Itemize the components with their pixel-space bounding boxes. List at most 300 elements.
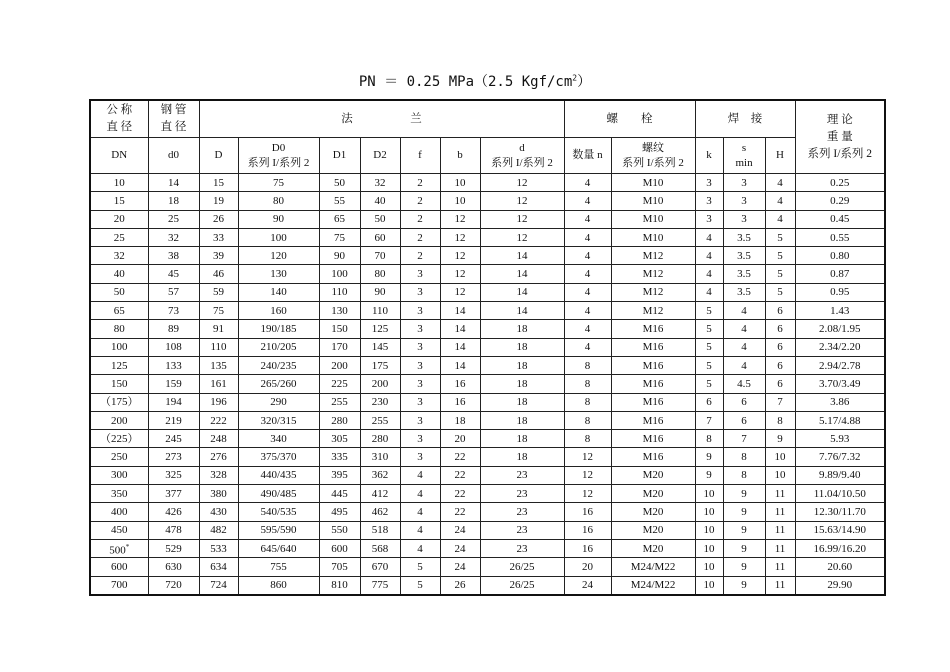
cell-k: 5 <box>695 320 723 338</box>
cell-k: 4 <box>695 283 723 301</box>
cell-n: 4 <box>564 174 611 192</box>
cell-b: 20 <box>440 430 480 448</box>
header-row-1 <box>90 100 885 138</box>
cell-n: 4 <box>564 210 611 228</box>
cell-D: 634 <box>199 558 238 576</box>
header-d0: d0 <box>148 138 199 174</box>
cell-f: 3 <box>400 430 440 448</box>
cell-D0: 440/435 <box>238 466 319 484</box>
cell-dn: 150 <box>90 375 148 393</box>
cell-D: 161 <box>199 375 238 393</box>
cell-s: 3.5 <box>723 265 765 283</box>
cell-H: 4 <box>765 192 795 210</box>
cell-dn: 200 <box>90 411 148 429</box>
cell-d: 12 <box>480 192 564 210</box>
cell-D2: 80 <box>360 265 400 283</box>
cell-w: 0.55 <box>795 228 885 246</box>
cell-d: 26/25 <box>480 576 564 595</box>
cell-thread: M10 <box>611 192 695 210</box>
cell-dn: （175） <box>90 393 148 411</box>
cell-H: 5 <box>765 283 795 301</box>
cell-w: 2.34/2.20 <box>795 338 885 356</box>
cell-D2: 670 <box>360 558 400 576</box>
cell-d0: 245 <box>148 430 199 448</box>
cell-b: 24 <box>440 558 480 576</box>
cell-s: 3 <box>723 210 765 228</box>
cell-b: 10 <box>440 192 480 210</box>
cell-b: 12 <box>440 228 480 246</box>
cell-k: 10 <box>695 558 723 576</box>
cell-H: 5 <box>765 228 795 246</box>
cell-n: 12 <box>564 485 611 503</box>
cell-f: 3 <box>400 448 440 466</box>
cell-d0: 325 <box>148 466 199 484</box>
cell-d0: 108 <box>148 338 199 356</box>
cell-d: 26/25 <box>480 558 564 576</box>
cell-n: 16 <box>564 503 611 521</box>
cell-D1: 130 <box>319 302 360 320</box>
cell-D2: 90 <box>360 283 400 301</box>
cell-D2: 125 <box>360 320 400 338</box>
cell-w: 9.89/9.40 <box>795 466 885 484</box>
cell-thread: M24/M22 <box>611 576 695 595</box>
cell-b: 24 <box>440 521 480 539</box>
cell-d: 23 <box>480 539 564 557</box>
cell-d: 23 <box>480 503 564 521</box>
cell-D1: 255 <box>319 393 360 411</box>
cell-D1: 395 <box>319 466 360 484</box>
cell-D: 26 <box>199 210 238 228</box>
cell-dn: 350 <box>90 485 148 503</box>
cell-D1: 110 <box>319 283 360 301</box>
cell-H: 7 <box>765 393 795 411</box>
header-D1: D1 <box>319 138 360 174</box>
cell-k: 8 <box>695 430 723 448</box>
table-row <box>90 338 885 356</box>
cell-D2: 110 <box>360 302 400 320</box>
cell-f: 4 <box>400 503 440 521</box>
cell-k: 5 <box>695 375 723 393</box>
cell-D0: 210/205 <box>238 338 319 356</box>
cell-n: 12 <box>564 466 611 484</box>
header-k: k <box>695 138 723 174</box>
cell-thread: M12 <box>611 247 695 265</box>
cell-s: 6 <box>723 411 765 429</box>
cell-w: 1.43 <box>795 302 885 320</box>
cell-H: 6 <box>765 302 795 320</box>
cell-w: 20.60 <box>795 558 885 576</box>
cell-k: 3 <box>695 174 723 192</box>
cell-k: 10 <box>695 485 723 503</box>
cell-thread: M16 <box>611 320 695 338</box>
table-row <box>90 393 885 411</box>
table-row <box>90 247 885 265</box>
cell-f: 5 <box>400 576 440 595</box>
cell-H: 11 <box>765 558 795 576</box>
cell-f: 2 <box>400 247 440 265</box>
table-row <box>90 411 885 429</box>
cell-b: 14 <box>440 302 480 320</box>
cell-thread: M16 <box>611 393 695 411</box>
cell-D1: 65 <box>319 210 360 228</box>
cell-thread: M20 <box>611 485 695 503</box>
cell-s: 9 <box>723 539 765 557</box>
cell-d: 23 <box>480 521 564 539</box>
cell-b: 22 <box>440 448 480 466</box>
cell-dn: （225） <box>90 430 148 448</box>
cell-f: 2 <box>400 192 440 210</box>
cell-n: 4 <box>564 228 611 246</box>
cell-H: 6 <box>765 320 795 338</box>
cell-s: 4 <box>723 320 765 338</box>
cell-w: 5.93 <box>795 430 885 448</box>
table-row <box>90 302 885 320</box>
cell-d: 12 <box>480 228 564 246</box>
cell-D0: 290 <box>238 393 319 411</box>
cell-d: 18 <box>480 430 564 448</box>
cell-dn: 20 <box>90 210 148 228</box>
cell-s: 8 <box>723 448 765 466</box>
cell-D1: 705 <box>319 558 360 576</box>
cell-d0: 133 <box>148 356 199 374</box>
cell-k: 5 <box>695 338 723 356</box>
cell-d: 14 <box>480 247 564 265</box>
cell-D0: 80 <box>238 192 319 210</box>
cell-D1: 445 <box>319 485 360 503</box>
cell-n: 4 <box>564 320 611 338</box>
cell-b: 12 <box>440 247 480 265</box>
cell-s: 9 <box>723 521 765 539</box>
cell-d0: 377 <box>148 485 199 503</box>
cell-f: 3 <box>400 375 440 393</box>
cell-b: 14 <box>440 356 480 374</box>
cell-d0: 529 <box>148 539 199 557</box>
cell-f: 2 <box>400 174 440 192</box>
cell-k: 5 <box>695 356 723 374</box>
cell-D0: 645/640 <box>238 539 319 557</box>
cell-n: 8 <box>564 411 611 429</box>
table-row <box>90 375 885 393</box>
cell-dn: 80 <box>90 320 148 338</box>
cell-thread: M10 <box>611 228 695 246</box>
cell-d: 18 <box>480 448 564 466</box>
cell-f: 4 <box>400 521 440 539</box>
cell-D: 380 <box>199 485 238 503</box>
cell-s: 6 <box>723 393 765 411</box>
cell-dn: 500* <box>90 539 148 557</box>
cell-D: 196 <box>199 393 238 411</box>
header-f: f <box>400 138 440 174</box>
cell-d0: 219 <box>148 411 199 429</box>
cell-w: 7.76/7.32 <box>795 448 885 466</box>
cell-k: 10 <box>695 521 723 539</box>
cell-H: 9 <box>765 430 795 448</box>
cell-f: 2 <box>400 228 440 246</box>
cell-thread: M20 <box>611 521 695 539</box>
table-row <box>90 174 885 192</box>
cell-H: 10 <box>765 466 795 484</box>
cell-D: 533 <box>199 539 238 557</box>
cell-f: 2 <box>400 210 440 228</box>
cell-D: 482 <box>199 521 238 539</box>
cell-D0: 240/235 <box>238 356 319 374</box>
cell-s: 3.5 <box>723 228 765 246</box>
cell-dn: 65 <box>90 302 148 320</box>
cell-D2: 230 <box>360 393 400 411</box>
cell-D1: 280 <box>319 411 360 429</box>
cell-n: 8 <box>564 356 611 374</box>
cell-d: 18 <box>480 393 564 411</box>
cell-thread: M16 <box>611 411 695 429</box>
cell-f: 3 <box>400 411 440 429</box>
cell-D0: 320/315 <box>238 411 319 429</box>
cell-d0: 73 <box>148 302 199 320</box>
cell-H: 6 <box>765 338 795 356</box>
table-row <box>90 448 885 466</box>
cell-w: 0.95 <box>795 283 885 301</box>
cell-k: 4 <box>695 247 723 265</box>
cell-k: 10 <box>695 503 723 521</box>
cell-D1: 90 <box>319 247 360 265</box>
table-row <box>90 521 885 539</box>
header-d: d 系列 I/系列 2 <box>480 138 564 174</box>
cell-H: 11 <box>765 485 795 503</box>
table-row <box>90 430 885 448</box>
cell-d: 12 <box>480 210 564 228</box>
cell-f: 3 <box>400 356 440 374</box>
cell-D0: 340 <box>238 430 319 448</box>
cell-k: 4 <box>695 265 723 283</box>
cell-s: 7 <box>723 430 765 448</box>
cell-D0: 860 <box>238 576 319 595</box>
cell-thread: M12 <box>611 283 695 301</box>
cell-D2: 40 <box>360 192 400 210</box>
cell-b: 22 <box>440 485 480 503</box>
cell-w: 0.87 <box>795 265 885 283</box>
cell-D: 430 <box>199 503 238 521</box>
header-pipe-diameter: 钢 管 直 径 <box>148 100 199 138</box>
header-row-2 <box>90 138 885 174</box>
cell-H: 11 <box>765 576 795 595</box>
cell-D2: 462 <box>360 503 400 521</box>
cell-dn: 300 <box>90 466 148 484</box>
cell-d0: 159 <box>148 375 199 393</box>
cell-thread: M10 <box>611 174 695 192</box>
flange-spec-table <box>89 99 886 596</box>
cell-D0: 755 <box>238 558 319 576</box>
cell-H: 11 <box>765 539 795 557</box>
table-row <box>90 265 885 283</box>
cell-dn: 40 <box>90 265 148 283</box>
cell-D1: 55 <box>319 192 360 210</box>
cell-D0: 90 <box>238 210 319 228</box>
table-row <box>90 320 885 338</box>
cell-thread: M10 <box>611 210 695 228</box>
cell-D1: 810 <box>319 576 360 595</box>
cell-D2: 310 <box>360 448 400 466</box>
cell-n: 4 <box>564 283 611 301</box>
table-row <box>90 466 885 484</box>
cell-s: 4 <box>723 302 765 320</box>
cell-D0: 190/185 <box>238 320 319 338</box>
cell-D2: 362 <box>360 466 400 484</box>
cell-s: 3.5 <box>723 247 765 265</box>
cell-thread: M12 <box>611 302 695 320</box>
cell-D: 328 <box>199 466 238 484</box>
cell-w: 15.63/14.90 <box>795 521 885 539</box>
cell-n: 24 <box>564 576 611 595</box>
cell-dn: 10 <box>90 174 148 192</box>
cell-b: 12 <box>440 265 480 283</box>
cell-d0: 478 <box>148 521 199 539</box>
cell-n: 12 <box>564 448 611 466</box>
cell-b: 12 <box>440 283 480 301</box>
cell-d0: 630 <box>148 558 199 576</box>
cell-D1: 550 <box>319 521 360 539</box>
cell-b: 22 <box>440 466 480 484</box>
cell-H: 4 <box>765 174 795 192</box>
cell-n: 4 <box>564 302 611 320</box>
cell-n: 8 <box>564 393 611 411</box>
cell-k: 7 <box>695 411 723 429</box>
cell-n: 4 <box>564 192 611 210</box>
header-D0: D0 系列 I/系列 2 <box>238 138 319 174</box>
cell-d: 18 <box>480 356 564 374</box>
cell-s: 4.5 <box>723 375 765 393</box>
cell-dn: 32 <box>90 247 148 265</box>
cell-D0: 120 <box>238 247 319 265</box>
cell-D: 19 <box>199 192 238 210</box>
cell-k: 5 <box>695 302 723 320</box>
cell-D1: 200 <box>319 356 360 374</box>
table-row <box>90 210 885 228</box>
cell-k: 9 <box>695 448 723 466</box>
cell-D2: 775 <box>360 576 400 595</box>
cell-D: 33 <box>199 228 238 246</box>
cell-D2: 518 <box>360 521 400 539</box>
cell-thread: M20 <box>611 503 695 521</box>
cell-f: 3 <box>400 265 440 283</box>
cell-k: 4 <box>695 228 723 246</box>
cell-d0: 194 <box>148 393 199 411</box>
cell-D2: 32 <box>360 174 400 192</box>
cell-k: 10 <box>695 576 723 595</box>
cell-H: 6 <box>765 375 795 393</box>
cell-D2: 255 <box>360 411 400 429</box>
header-bolt-count: 数量 n <box>564 138 611 174</box>
cell-dn: 450 <box>90 521 148 539</box>
cell-d: 18 <box>480 338 564 356</box>
cell-D1: 170 <box>319 338 360 356</box>
cell-d0: 273 <box>148 448 199 466</box>
cell-dn: 50 <box>90 283 148 301</box>
cell-D0: 490/485 <box>238 485 319 503</box>
cell-n: 4 <box>564 338 611 356</box>
cell-D2: 60 <box>360 228 400 246</box>
cell-f: 3 <box>400 302 440 320</box>
cell-b: 26 <box>440 576 480 595</box>
cell-w: 2.08/1.95 <box>795 320 885 338</box>
cell-H: 10 <box>765 448 795 466</box>
cell-s: 8 <box>723 466 765 484</box>
header-weight: 理 论 重 量 系列 I/系列 2 <box>795 100 885 174</box>
cell-H: 5 <box>765 265 795 283</box>
cell-f: 4 <box>400 466 440 484</box>
header-s: s min <box>723 138 765 174</box>
cell-w: 29.90 <box>795 576 885 595</box>
cell-H: 11 <box>765 521 795 539</box>
cell-D: 75 <box>199 302 238 320</box>
cell-D: 59 <box>199 283 238 301</box>
cell-d: 23 <box>480 485 564 503</box>
cell-s: 3.5 <box>723 283 765 301</box>
cell-D0: 130 <box>238 265 319 283</box>
cell-d0: 14 <box>148 174 199 192</box>
header-D2: D2 <box>360 138 400 174</box>
cell-H: 4 <box>765 210 795 228</box>
cell-w: 0.25 <box>795 174 885 192</box>
cell-D1: 495 <box>319 503 360 521</box>
header-bolt: 螺 栓 <box>564 100 695 138</box>
cell-D2: 200 <box>360 375 400 393</box>
table-row <box>90 558 885 576</box>
cell-thread: M16 <box>611 448 695 466</box>
cell-D2: 70 <box>360 247 400 265</box>
cell-dn: 700 <box>90 576 148 595</box>
cell-D1: 225 <box>319 375 360 393</box>
cell-s: 9 <box>723 558 765 576</box>
table-row <box>90 192 885 210</box>
cell-n: 4 <box>564 265 611 283</box>
cell-d: 18 <box>480 320 564 338</box>
cell-D: 135 <box>199 356 238 374</box>
cell-f: 4 <box>400 539 440 557</box>
cell-d: 12 <box>480 174 564 192</box>
cell-b: 14 <box>440 338 480 356</box>
cell-d: 18 <box>480 411 564 429</box>
header-nominal-diameter: 公 称 直 径 <box>90 100 148 138</box>
cell-D0: 265/260 <box>238 375 319 393</box>
cell-w: 11.04/10.50 <box>795 485 885 503</box>
cell-n: 20 <box>564 558 611 576</box>
cell-H: 5 <box>765 247 795 265</box>
cell-D2: 280 <box>360 430 400 448</box>
cell-b: 10 <box>440 174 480 192</box>
cell-d: 14 <box>480 302 564 320</box>
cell-s: 9 <box>723 576 765 595</box>
cell-D0: 160 <box>238 302 319 320</box>
cell-dn: 25 <box>90 228 148 246</box>
cell-s: 3 <box>723 192 765 210</box>
cell-n: 16 <box>564 521 611 539</box>
cell-k: 3 <box>695 192 723 210</box>
cell-dn: 100 <box>90 338 148 356</box>
header-flange: 法 兰 <box>199 100 564 138</box>
header-dn: DN <box>90 138 148 174</box>
cell-d0: 38 <box>148 247 199 265</box>
cell-d0: 89 <box>148 320 199 338</box>
cell-d0: 25 <box>148 210 199 228</box>
cell-dn: 250 <box>90 448 148 466</box>
cell-w: 3.86 <box>795 393 885 411</box>
cell-thread: M16 <box>611 430 695 448</box>
cell-D: 39 <box>199 247 238 265</box>
cell-w: 16.99/16.20 <box>795 539 885 557</box>
cell-n: 8 <box>564 375 611 393</box>
cell-D1: 50 <box>319 174 360 192</box>
cell-D0: 100 <box>238 228 319 246</box>
cell-D1: 100 <box>319 265 360 283</box>
